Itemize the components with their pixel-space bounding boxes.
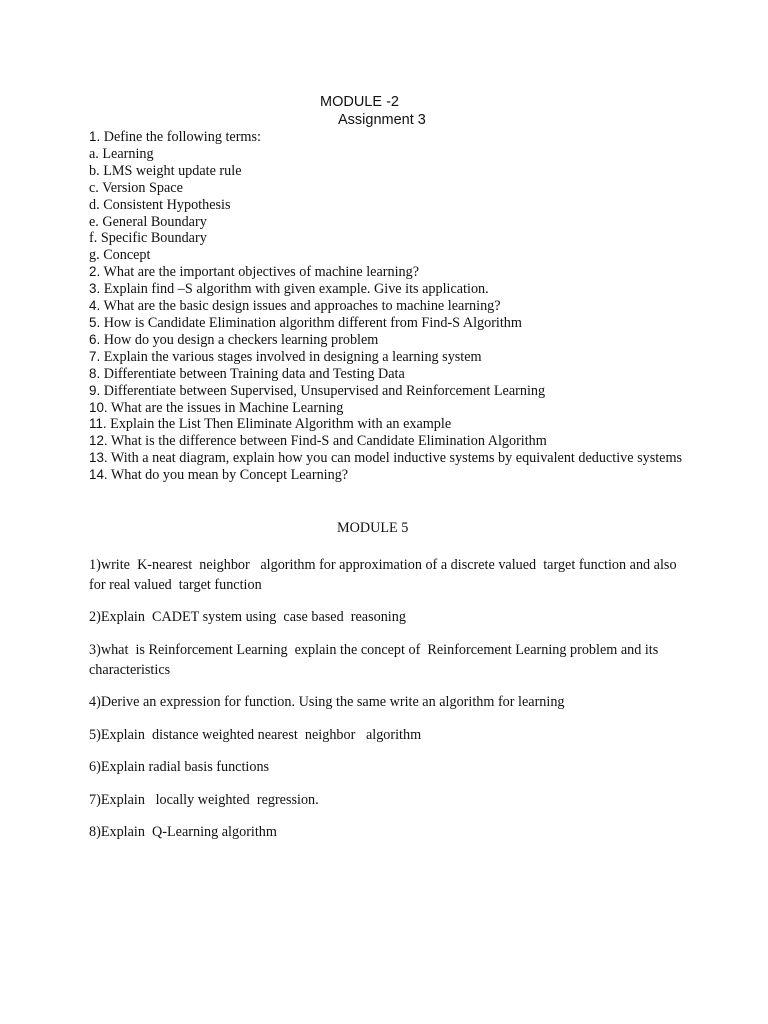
module-5-question: 2)Explain CADET system using case based reasoning — [89, 609, 406, 625]
module-5-question: 3)what is Reinforcement Learning explain the concept of Reinforcement Learning problem and its characteristics — [89, 642, 662, 678]
list-item: 2. What are the important objectives of machine learning? — [89, 264, 420, 281]
list-item: e. General Boundary — [89, 213, 207, 230]
list-item: 6. How do you design a checkers learning problem — [89, 331, 379, 348]
list-item: 11. Explain the List Then Eliminate Algorithm with an example — [89, 416, 452, 433]
module-2-title: MODULE -2 — [320, 94, 399, 110]
module-2-question-list — [89, 129, 689, 484]
list-item: g. Concept — [89, 247, 151, 264]
list-item: 1. Define the following terms: — [89, 129, 261, 145]
list-item: c. Version Space — [89, 179, 183, 196]
list-item: 3. Explain find –S algorithm with given example. Give its application. — [89, 281, 489, 298]
list-item: f. Specific Boundary — [89, 230, 207, 247]
list-item: 9. Differentiate between Supervised, Unsupervised and Reinforcement Learning — [89, 382, 546, 399]
module-5-question: 1)write K-nearest neighbor algorithm for approximation of a discrete valued target function and also for real valued target function — [89, 557, 681, 593]
list-item: d. Consistent Hypothesis — [89, 196, 231, 213]
list-item: 13. With a neat diagram, explain how you can model inductive systems by equivalent deductive systems — [89, 450, 683, 467]
module-5-question: 5)Explain distance weighted nearest neighbor algorithm — [89, 727, 422, 743]
list-item: b. LMS weight update rule — [89, 162, 242, 179]
list-item: 5. How is Candidate Elimination algorithm different from Find-S Algorithm — [89, 314, 522, 331]
list-item: a. Learning — [89, 145, 154, 162]
list-item: 4. What are the basic design issues and approaches to machine learning? — [89, 298, 501, 315]
assignment-title: Assignment 3 — [338, 112, 426, 128]
module-5-question: 8)Explain Q-Learning algorithm — [89, 824, 277, 840]
module-5-question: 7)Explain locally weighted regression. — [89, 792, 319, 808]
module-5-title: MODULE 5 — [337, 520, 409, 536]
list-item: 12. What is the difference between Find-S and Candidate Elimination Algorithm — [89, 433, 547, 450]
module-5-question: 6)Explain radial basis functions — [89, 759, 270, 775]
list-item: 14. What do you mean by Concept Learning? — [89, 467, 349, 484]
list-item: 8. Differentiate between Training data and Testing Data — [89, 365, 405, 382]
list-item: 7. Explain the various stages involved in designing a learning system — [89, 348, 482, 365]
list-item: 10. What are the issues in Machine Learning — [89, 399, 344, 416]
module-5-question: 4)Derive an expression for function. Using the same write an algorithm for learning — [89, 694, 565, 710]
